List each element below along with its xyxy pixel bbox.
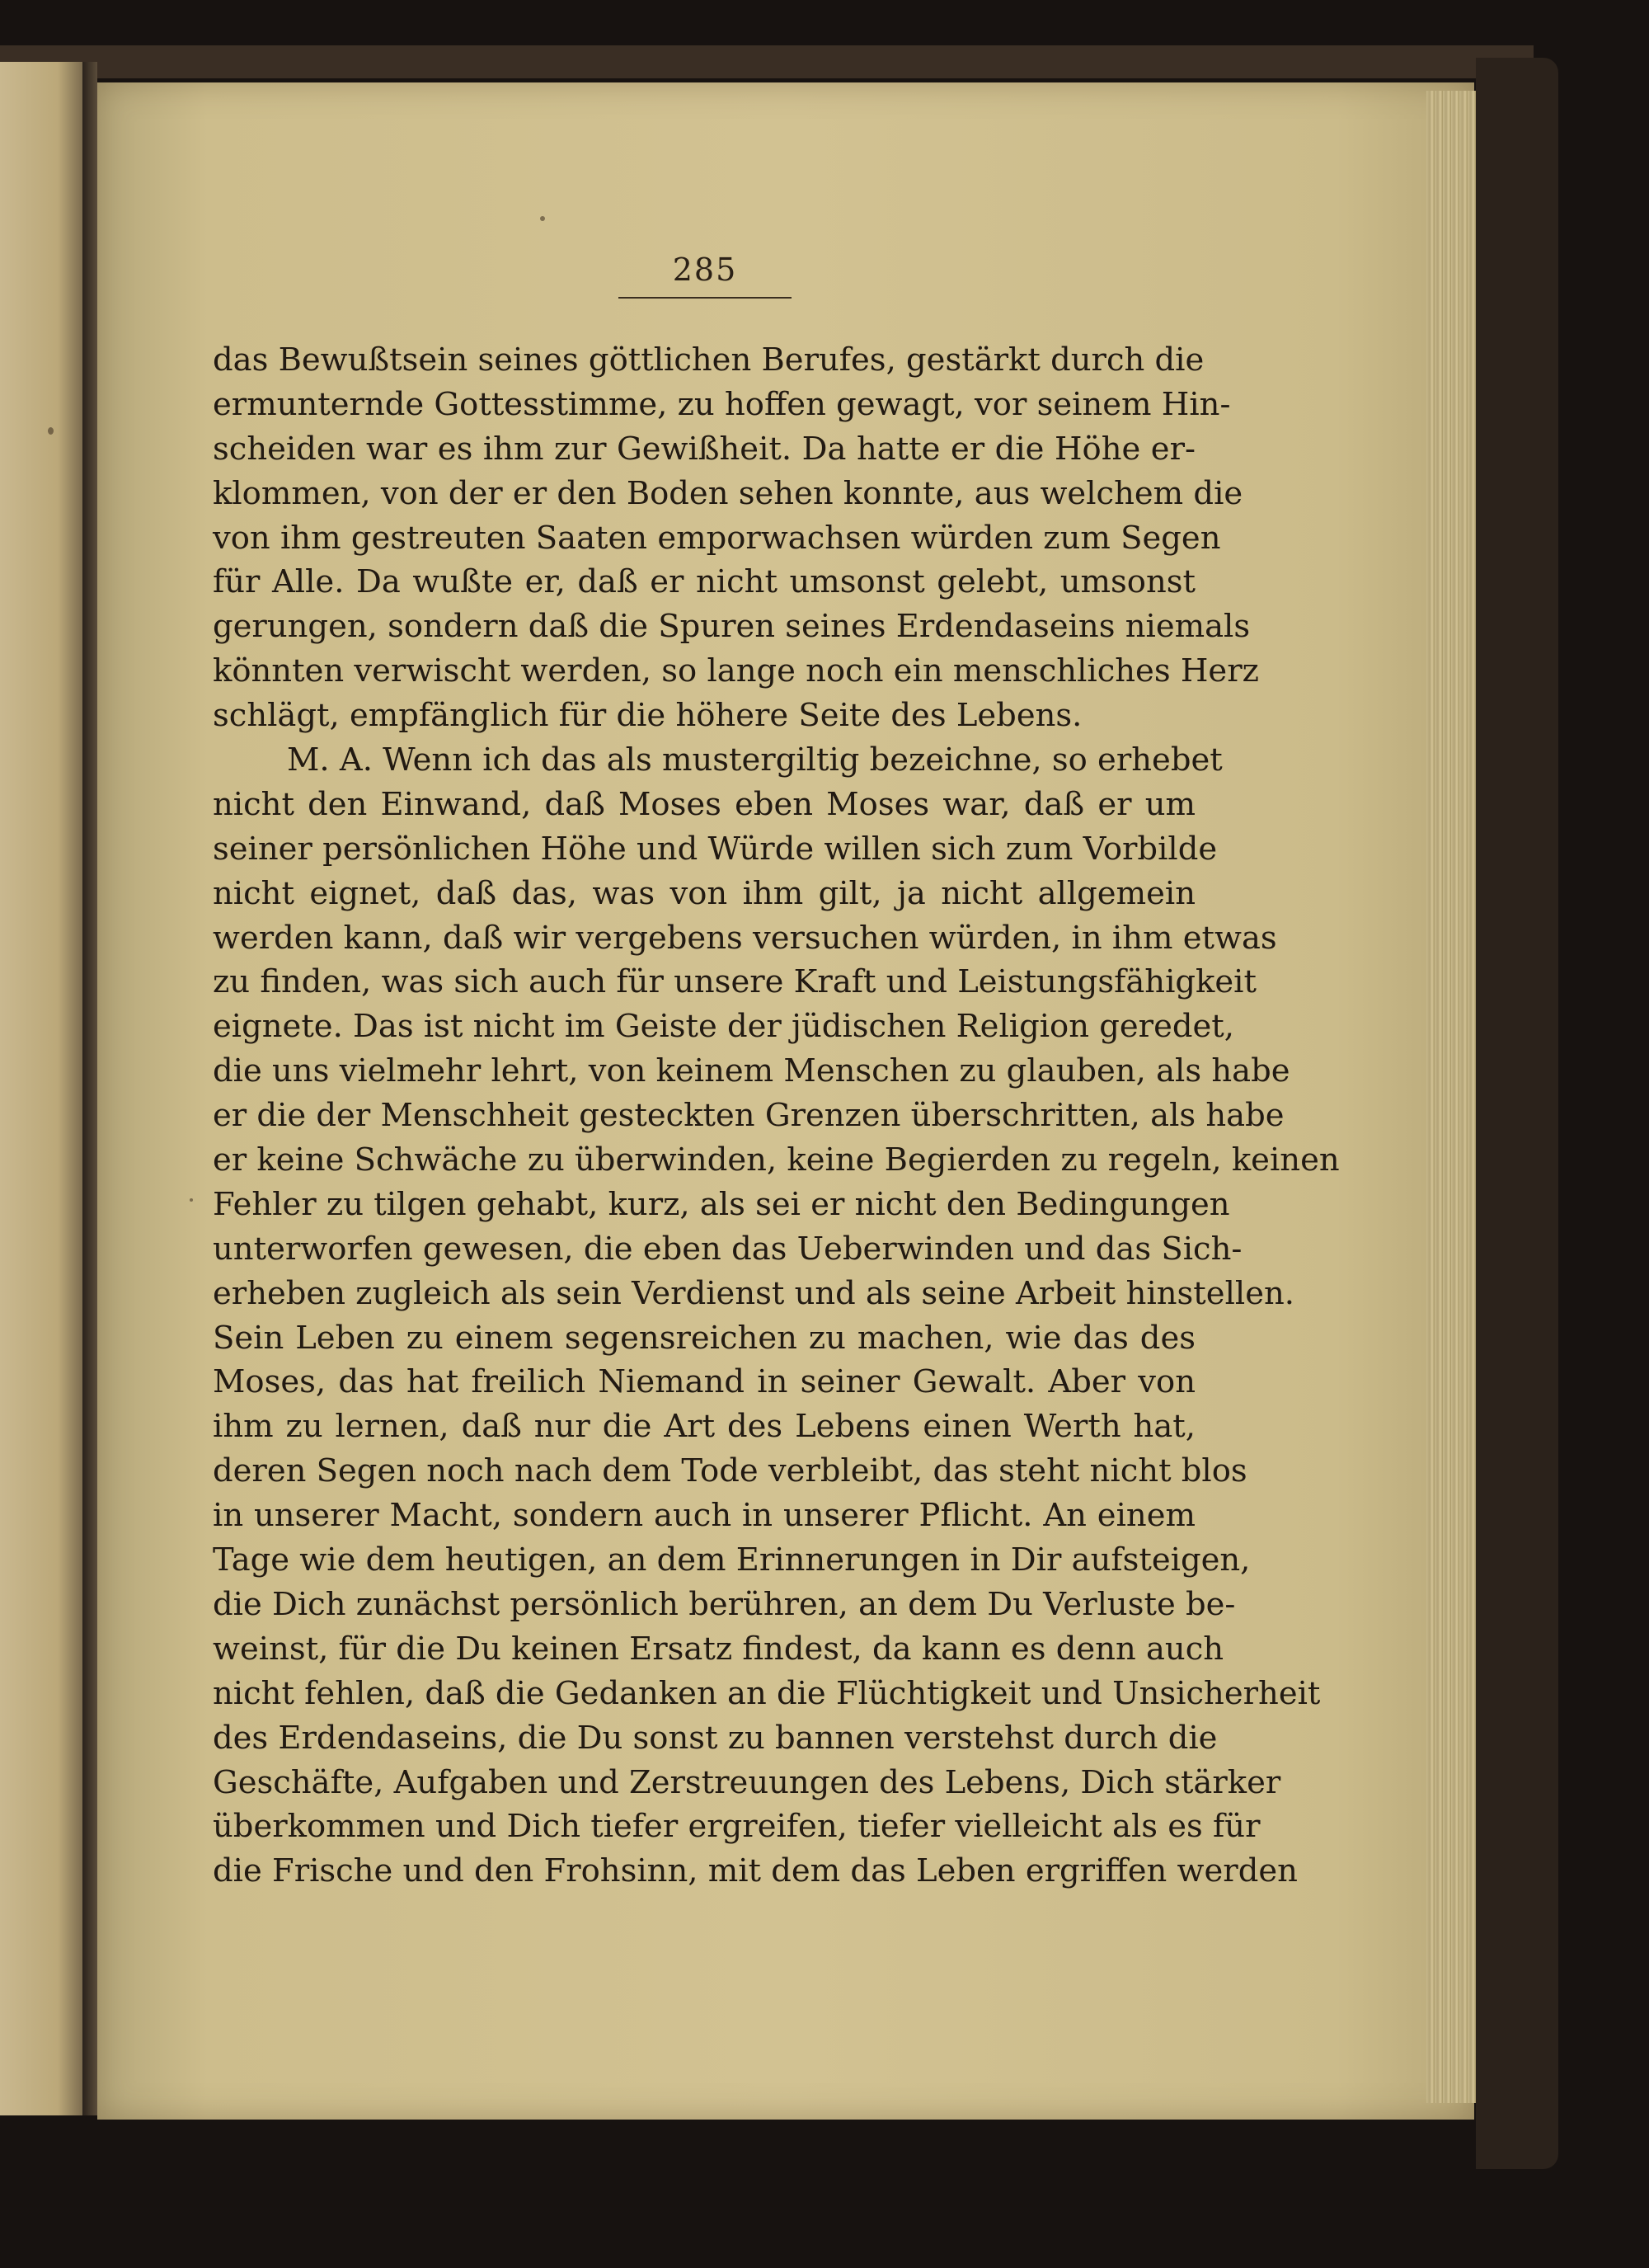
book-cover-top-edge [0,45,1534,78]
book-gutter [82,62,97,2115]
text-line: die Frische und den Frohsinn, mit dem das Leben ergriffen werden [213,1852,1298,1890]
page-text [213,338,1340,1894]
text-line: gerungen, sondern daß die Spuren seines Erdendaseins niemals [213,608,1251,646]
paper-spot [190,1198,193,1202]
facing-page-edge [0,62,82,2115]
text-line: könnten verwischt werden, so lange noch ein menschliches Herz [213,652,1259,690]
text-line: klommen, von der er den Boden sehen konnte, aus welchem die [213,474,1243,512]
text-line: erheben zugleich als sein Verdienst und als seine Arbeit hinstellen. [213,1274,1295,1312]
paper-spot [48,427,54,435]
text-line: zu finden, was sich auch für unsere Kraft und Leistungsfähigkeit [213,963,1257,1001]
text-line: Geschäfte, Aufgaben und Zerstreuungen des Lebens, Dich stärker [213,1763,1281,1801]
text-line: unterworfen gewesen, die eben das Ueberwinden und das Sich- [213,1230,1243,1268]
text-line: weinst, für die Du keinen Ersatz findest, da kann es denn auch [213,1630,1224,1668]
text-line: werden kann, daß wir vergebens versuchen würden, in ihm etwas [213,919,1277,957]
text-line: er keine Schwäche zu überwinden, keine Begierden zu regeln, keinen [213,1141,1340,1179]
text-line: ermunternde Gottesstimme, zu hoffen gewagt, vor seinem Hin- [213,385,1231,423]
text-line: eignete. Das ist nicht im Geiste der jüdischen Religion geredet, [213,1008,1235,1046]
text-line: das Bewußtsein seines göttlichen Berufes, gestärkt durch die [213,341,1205,379]
text-line: in unserer Macht, sondern auch in unserer Pflicht. An einem [213,1497,1196,1535]
text-line: des Erdendaseins, die Du sonst zu bannen verstehst durch die [213,1719,1218,1757]
page-stack-edges [1426,91,1476,2103]
book-cover-right-edge [1476,58,1558,2169]
text-line: nicht den Einwand, daß Moses eben Moses war, daß er um [213,785,1196,823]
paper-spot [540,216,545,221]
text-line: seiner persönlichen Höhe und Würde willen sich zum Vorbilde [213,830,1218,868]
text-line: nicht fehlen, daß die Gedanken an die Flüchtigkeit und Unsicherheit [213,1674,1321,1712]
text-line: Fehler zu tilgen gehabt, kurz, als sei er nicht den Bedingungen [213,1185,1230,1223]
text-line: Tage wie dem heutigen, an dem Erinnerungen in Dir aufsteigen, [213,1541,1251,1579]
text-line: schlägt, empfänglich für die höhere Seite des Lebens. [213,697,1083,735]
text-line: Sein Leben zu einem segensreichen zu machen, wie das des [213,1319,1196,1357]
text-line: Moses, das hat freilich Niemand in seiner Gewalt. Aber von [213,1363,1196,1401]
text-line: von ihm gestreuten Saaten emporwachsen würden zum Segen [213,519,1221,557]
text-line: überkommen und Dich tiefer ergreifen, tiefer vielleicht als es für [213,1808,1261,1846]
page-number-rule [618,297,792,299]
text-line: ihm zu lernen, daß nur die Art des Lebens einen Werth hat, [213,1408,1196,1446]
text-line: deren Segen noch nach dem Tode verbleibt, das steht nicht blos [213,1452,1247,1490]
text-line: die uns vielmehr lehrt, von keinem Menschen zu glauben, als habe [213,1052,1290,1090]
text-line: er die der Menschheit gesteckten Grenzen überschritten, als habe [213,1097,1285,1135]
text-line: M. A. Wenn ich das als mustergiltig bezeichne, so erhebet [287,741,1223,779]
text-line: die Dich zunächst persönlich berühren, an dem Du Verluste be- [213,1585,1236,1623]
text-line: für Alle. Da wußte er, daß er nicht umsonst gelebt, umsonst [213,563,1196,601]
text-line: nicht eignet, daß das, was von ihm gilt, ja nicht allgemein [213,874,1196,912]
page-number: 285 [672,252,738,288]
text-line: scheiden war es ihm zur Gewißheit. Da hatte er die Höhe er- [213,430,1196,468]
